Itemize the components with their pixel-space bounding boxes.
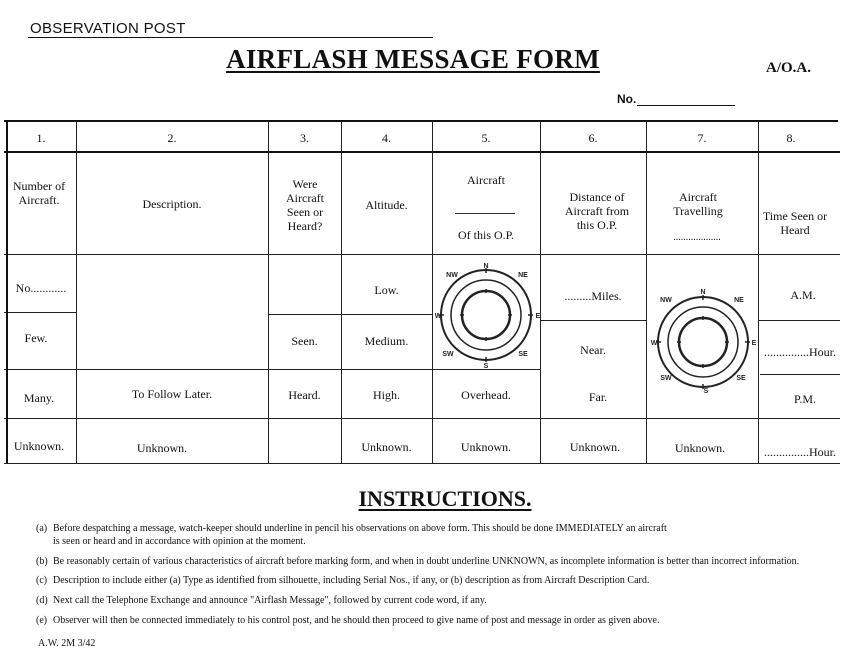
header-aircraft-travelling: Aircraft Travelling xyxy=(673,190,723,218)
option-seen[interactable]: Seen. xyxy=(291,334,318,348)
travelling-compass-icon[interactable] xyxy=(650,286,758,394)
instructions-title: INSTRUCTIONS. xyxy=(358,486,532,511)
option-few[interactable]: Few. xyxy=(24,331,48,345)
number-label: No. xyxy=(617,92,637,106)
instruction-mark: (c) xyxy=(36,575,48,586)
col-number-6: 6. xyxy=(588,131,598,145)
compass-n: N xyxy=(483,263,489,270)
compass-e: E xyxy=(535,313,540,320)
instruction-mark: (b) xyxy=(36,556,48,567)
instruction-mark: (a) xyxy=(36,523,48,534)
col-divider xyxy=(76,121,77,463)
aircraft-position-blank[interactable] xyxy=(455,213,515,214)
instruction-text: Next call the Telephone Exchange and announce "Airflash Message", followed by current code word, if any. xyxy=(53,595,487,606)
header-number-of-aircraft: Number of Aircraft. xyxy=(12,179,66,207)
option-unknown-position[interactable]: Unknown. xyxy=(460,440,512,454)
option-unknown-altitude[interactable]: Unknown. xyxy=(361,440,412,454)
instruction-text: Be reasonably certain of various characteristics of aircraft before marking form, and when in doubt underline UNKNOWN, as incomplete information is better than incorrect information. xyxy=(53,556,800,567)
travelling-blank[interactable]: ................... xyxy=(673,232,721,243)
compass-ne: NE xyxy=(518,272,528,279)
col-divider xyxy=(646,121,647,463)
option-near[interactable]: Near. xyxy=(580,343,606,357)
compass-nw: NW xyxy=(446,272,458,279)
aoa-label: A/O.A. xyxy=(766,60,811,76)
header-altitude: Altitude. xyxy=(365,198,408,212)
option-low[interactable]: Low. xyxy=(374,283,399,297)
option-pm[interactable]: P.M. xyxy=(793,392,816,406)
table-left-border xyxy=(6,121,8,463)
row-divider xyxy=(760,374,840,375)
form-title: AIRFLASH MESSAGE FORM xyxy=(226,44,600,74)
table-bottom-border xyxy=(4,463,840,464)
col-number-5: 5. xyxy=(481,131,491,145)
header-of-this-op: Of this O.P. xyxy=(457,228,514,242)
compass-w: W xyxy=(650,340,658,347)
option-miles[interactable]: .........Miles. xyxy=(564,289,622,303)
header-seen-or-heard: Were Aircraft Seen or Heard? xyxy=(286,177,324,233)
option-hour-am[interactable]: ...............Hour. xyxy=(764,345,836,359)
option-many[interactable]: Many. xyxy=(23,391,55,405)
position-compass-icon[interactable] xyxy=(434,260,540,368)
instruction-mark: (d) xyxy=(36,595,48,606)
header-time-seen: Time Seen or Heard xyxy=(762,209,828,237)
row-divider xyxy=(4,312,76,313)
option-heard[interactable]: Heard. xyxy=(288,388,321,402)
col-number-3: 3. xyxy=(300,131,309,145)
option-hour-pm[interactable]: ...............Hour. xyxy=(764,445,836,459)
header-description: Description. xyxy=(142,197,202,211)
observation-post-label: OBSERVATION POST xyxy=(30,20,186,37)
row-divider xyxy=(4,369,540,370)
col-number-7: 7. xyxy=(697,131,707,145)
option-number[interactable]: No............ xyxy=(15,281,67,295)
compass-s: S xyxy=(483,363,489,368)
compass-se: SE xyxy=(518,351,528,358)
col-divider xyxy=(268,121,269,463)
instruction-text: Observer will then be connected immediately to his control post, and he should then proceed to give name of post and message in order as given above. xyxy=(53,615,660,626)
instruction-text: is seen or heard and in accordance with opinion at the moment. xyxy=(53,536,306,547)
compass-n: N xyxy=(700,289,706,296)
row-divider xyxy=(758,320,840,321)
header-aircraft-position: Aircraft xyxy=(467,173,505,187)
compass-e: E xyxy=(751,340,757,347)
col-number-4: 4. xyxy=(382,131,391,145)
row-divider-1 xyxy=(4,254,840,255)
instruction-text: Description to include either (a) Type as identified from silhouette, including Serial Nos., if any, or (b) description as from Aircraft Description Card. xyxy=(53,575,650,586)
option-unknown-distance[interactable]: Unknown. xyxy=(569,440,621,454)
instruction-text: Before despatching a message, watch-keeper should underline in pencil his observations on above form. This should be done IMMEDIATELY an aircraft xyxy=(53,523,667,534)
col-number-2: 2. xyxy=(167,131,177,145)
number-line[interactable] xyxy=(637,105,735,106)
form-code: A.W. 2M 3/42 xyxy=(38,638,96,649)
compass-s: S xyxy=(703,388,709,394)
compass-sw: SW xyxy=(660,375,672,382)
option-far[interactable]: Far. xyxy=(588,390,608,404)
instruction-mark: (e) xyxy=(36,615,48,626)
option-high[interactable]: High. xyxy=(373,388,400,402)
observation-post-line[interactable] xyxy=(28,37,433,38)
row-divider xyxy=(4,418,840,419)
option-unknown-number[interactable]: Unknown. xyxy=(13,439,65,453)
col-number-1: 1. xyxy=(36,131,46,145)
header-distance: Distance of Aircraft from this O.P. xyxy=(564,190,630,232)
option-unknown-travelling[interactable]: Unknown. xyxy=(674,441,726,455)
compass-w: W xyxy=(434,313,442,320)
option-overhead[interactable]: Overhead. xyxy=(461,388,511,402)
row-divider xyxy=(540,320,646,321)
option-medium[interactable]: Medium. xyxy=(364,334,409,348)
option-unknown-description[interactable]: Unknown. xyxy=(136,441,188,455)
option-follow-later[interactable]: To Follow Later. xyxy=(131,387,213,401)
row-divider xyxy=(268,314,432,315)
header-row-divider xyxy=(4,151,840,153)
option-am[interactable]: A.M. xyxy=(790,288,816,302)
compass-se: SE xyxy=(736,375,746,382)
compass-sw: SW xyxy=(442,351,454,358)
compass-ne: NE xyxy=(734,297,744,304)
col-number-8: 8. xyxy=(786,131,796,145)
compass-nw: NW xyxy=(660,297,672,304)
table-top-border xyxy=(4,120,838,122)
